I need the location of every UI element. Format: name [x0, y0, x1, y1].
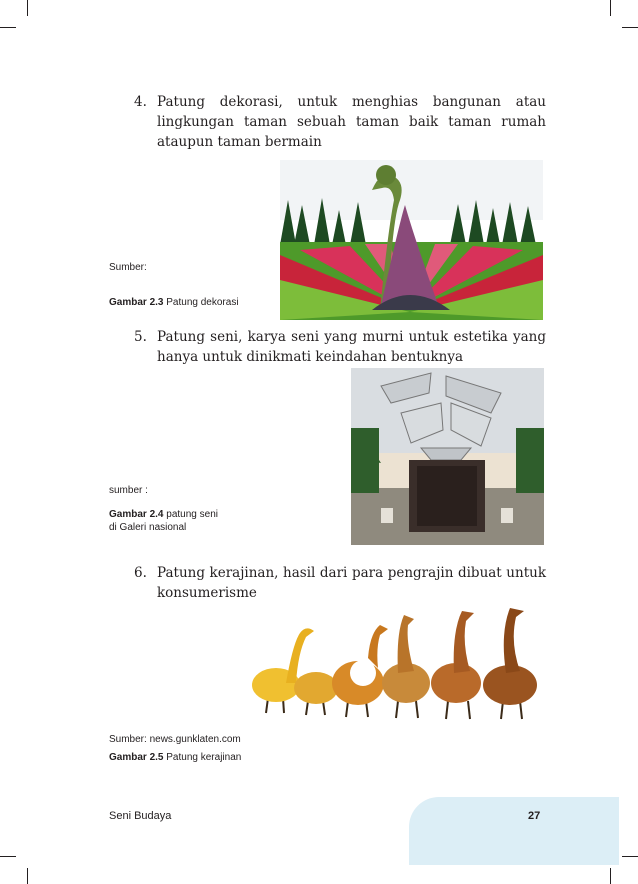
crop-mark: [0, 856, 16, 857]
figure-label: Gambar 2.3: [109, 297, 164, 308]
item-text: Patung seni, karya seni yang murni untuk estetika yang hanya untuk dinikmati keindahan bentuknya: [157, 329, 546, 365]
page-number: 27: [528, 810, 541, 822]
figure-image-art-sculpture: [351, 368, 544, 545]
crop-mark: [622, 27, 638, 28]
item-number: 5.: [134, 329, 147, 345]
figure-image-duck-crafts: [248, 603, 544, 725]
item-text: Patung dekorasi, untuk menghias bangunan atau lingkungan taman sebuah taman baik taman rumah ataupun taman bermain: [157, 94, 546, 150]
crop-mark: [0, 27, 16, 28]
figure-source: sumber :: [109, 485, 148, 496]
crop-mark: [27, 0, 28, 16]
figure-source: Sumber: news.gunklaten.com: [109, 734, 241, 745]
figure-label: Gambar 2.5: [109, 752, 164, 763]
list-item: [134, 92, 546, 154]
item-number: 6.: [134, 565, 147, 581]
figure-caption-text: patung seni: [166, 509, 218, 520]
item-number: 4.: [134, 94, 147, 110]
figure-caption: [109, 751, 241, 764]
list-item: [134, 563, 546, 605]
crop-mark: [610, 0, 611, 16]
figure-caption: [109, 296, 239, 309]
footer-book-title: Seni Budaya: [109, 810, 172, 822]
figure-caption-text: Patung kerajinan: [166, 752, 242, 763]
figure-caption-text-2: di Galeri nasional: [109, 522, 187, 533]
footer-tab: [409, 797, 619, 865]
figure-caption: [109, 508, 218, 534]
figure-label: Gambar 2.4: [109, 509, 164, 520]
crop-mark: [27, 868, 28, 884]
crop-mark: [622, 856, 638, 857]
figure-image-peacock-topiary: [280, 160, 543, 320]
figure-source: Sumber:: [109, 262, 147, 273]
crop-mark: [610, 868, 611, 884]
item-text: Patung kerajinan, hasil dari para pengrajin dibuat untuk konsumerisme: [157, 565, 546, 601]
figure-caption-text: Patung dekorasi: [166, 297, 239, 308]
list-item: [134, 327, 546, 369]
